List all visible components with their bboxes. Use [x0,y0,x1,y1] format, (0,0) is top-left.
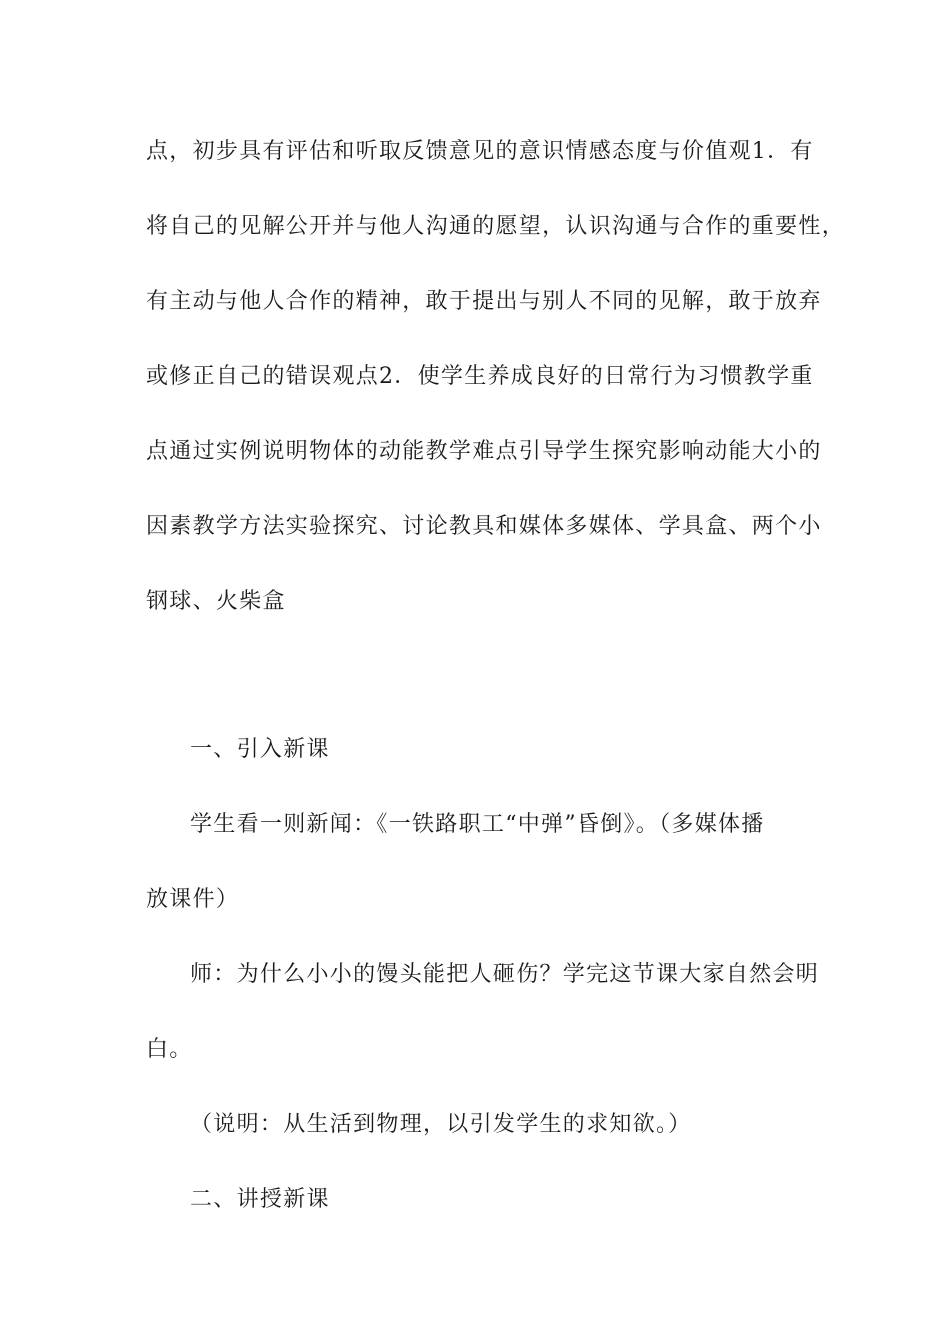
paragraph-line-7: 钢球、火柴盒 [146,589,286,614]
teacher-line-2: 白。 [146,1037,193,1062]
paragraph-line-3: 有主动与他人合作的精神，敢于提出与别人不同的见解，敢于放弃 [146,289,822,314]
paragraph-line-6: 因素教学方法实验探究、讨论教具和媒体多媒体、学具盒、两个小 [146,514,822,539]
paragraph-line-4: 或修正自己的错误观点2．使学生养成良好的日常行为习惯教学重 [146,364,814,389]
paragraph-line-2: 将自己的见解公开并与他人沟通的愿望，认识沟通与合作的重要性， [146,214,846,239]
section-heading-intro: 一、引入新课 [190,737,330,762]
paragraph-line-5: 点通过实例说明物体的动能教学难点引导学生探究影响动能大小的 [146,439,822,464]
news-line-2: 放课件） [146,887,240,912]
section-heading-teach: 二、讲授新课 [190,1187,330,1212]
news-line-1: 学生看一则新闻：《一铁路职工“中弹”昏倒》。（多媒体播 [190,812,765,837]
explanation-note: （说明：从生活到物理，以引发学生的求知欲。） [190,1112,692,1137]
teacher-line-1: 师：为什么小小的馒头能把人砸伤？学完这节课大家自然会明 [190,962,820,987]
paragraph-line-1: 点，初步具有评估和听取反馈意见的意识情感态度与价值观1．有 [146,139,814,164]
